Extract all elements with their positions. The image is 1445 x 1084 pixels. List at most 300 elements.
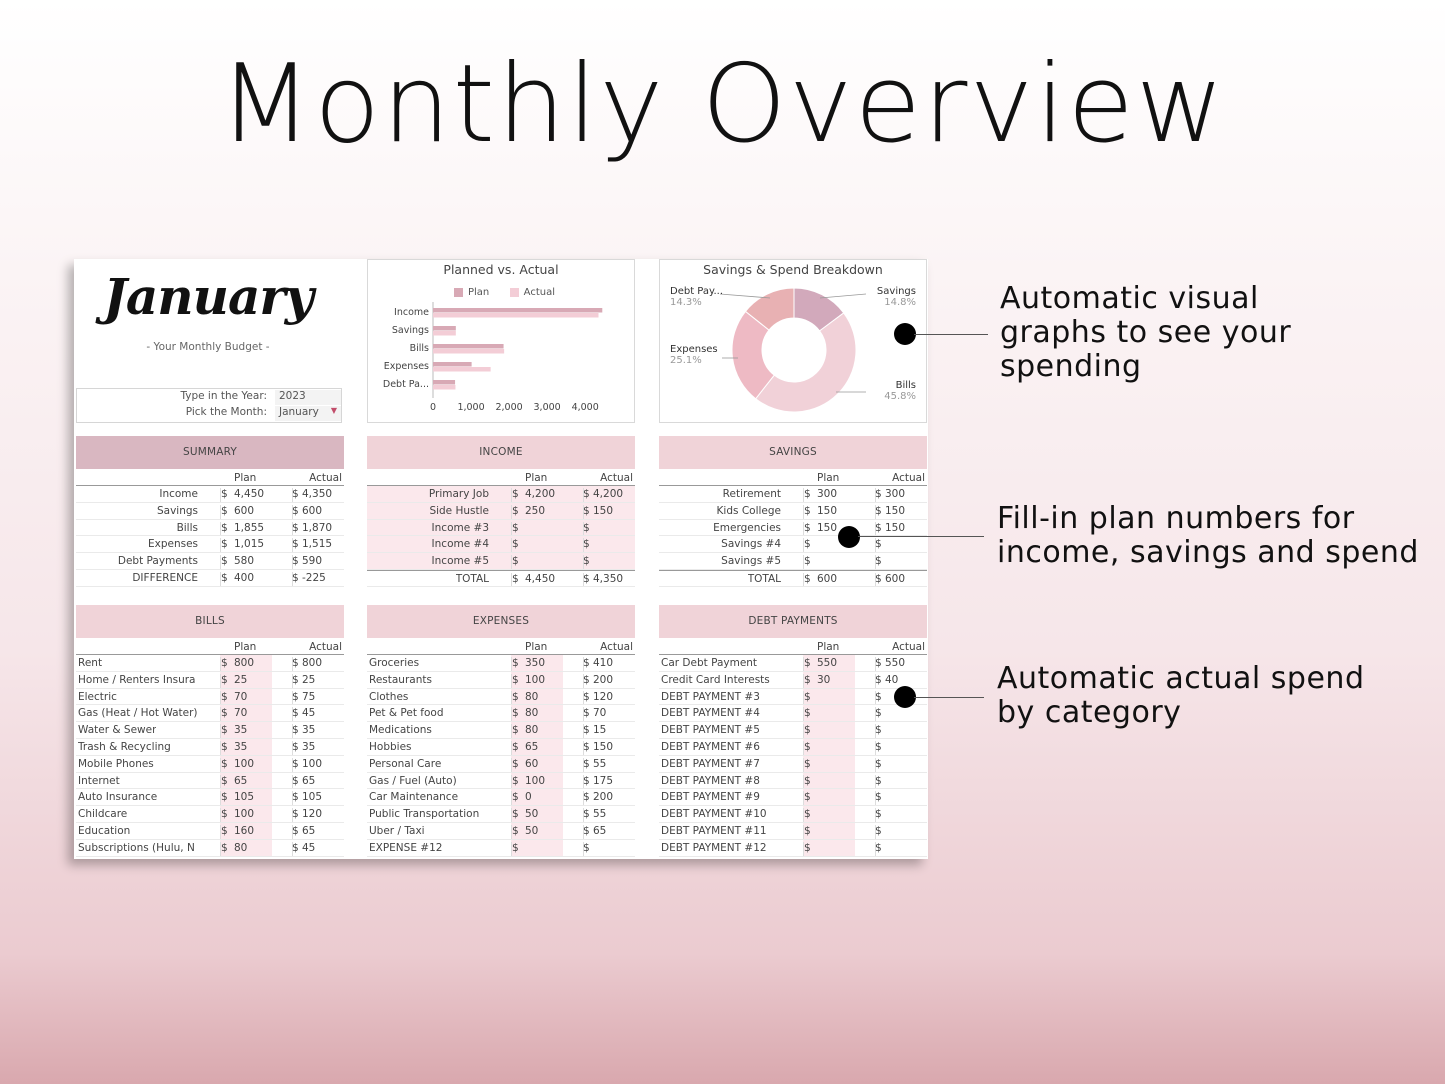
- actual-bar: [433, 367, 491, 372]
- bar-x-tick-label: 3,000: [533, 402, 561, 413]
- plan-input-cell[interactable]: [803, 823, 855, 839]
- plan-bar: [433, 380, 455, 385]
- summary-row: [76, 486, 344, 503]
- debt-header: DEBT PAYMENTS: [659, 605, 927, 638]
- summary-row: [76, 553, 344, 570]
- savings-row: [659, 503, 927, 520]
- plan-currency: $: [804, 791, 811, 804]
- bills-row: [76, 705, 344, 722]
- plan-input-cell[interactable]: [803, 739, 855, 755]
- plan-value[interactable]: 50: [525, 824, 539, 837]
- actual-currency: $: [292, 724, 299, 737]
- plan-input-cell[interactable]: [803, 789, 855, 805]
- actual-currency: $: [292, 538, 299, 551]
- plan-input-cell[interactable]: [511, 789, 563, 805]
- month-select[interactable]: [275, 406, 341, 421]
- actual-currency: $: [583, 572, 590, 585]
- actual-currency: $: [875, 841, 882, 854]
- plan-value[interactable]: 65: [234, 774, 248, 787]
- expenses-row: [367, 655, 635, 672]
- bills-row: [76, 823, 344, 840]
- summary-table: [76, 436, 344, 587]
- income-header: INCOME: [367, 436, 635, 469]
- actual-value: 600: [302, 504, 323, 517]
- row-label: DEBT PAYMENT #3: [661, 690, 760, 703]
- actual-column-label: Actual: [892, 472, 925, 484]
- donut-label-bills-pct: 45.8%: [884, 391, 916, 402]
- debt-row: [659, 756, 927, 773]
- donut-label-savings-pct: 14.8%: [884, 297, 916, 308]
- actual-value: 35: [302, 724, 316, 737]
- row-label: Kids College: [716, 504, 781, 517]
- plan-bar: [433, 344, 504, 349]
- plan-currency: $: [221, 673, 228, 686]
- actual-bar: [433, 331, 456, 336]
- plan-currency: $: [804, 841, 811, 854]
- actual-value: 1,870: [302, 521, 333, 534]
- summary-row: [76, 570, 344, 587]
- bills-row: [76, 655, 344, 672]
- actual-value: 75: [302, 690, 316, 703]
- plan-currency: $: [512, 555, 519, 568]
- row-label: Hobbies: [369, 740, 412, 753]
- actual-value: 200: [593, 791, 614, 804]
- actual-currency: $: [875, 824, 882, 837]
- row-label: EXPENSE #12: [369, 841, 443, 854]
- actual-currency: $: [292, 690, 299, 703]
- row-label: TOTAL: [747, 572, 781, 585]
- actual-currency: $: [583, 504, 590, 517]
- row-label: Car Maintenance: [369, 791, 459, 804]
- row-label: Income: [159, 488, 198, 500]
- actual-currency: $: [292, 504, 299, 517]
- plan-value[interactable]: 80: [525, 690, 539, 703]
- income-column-header: [367, 470, 635, 486]
- bar-x-tick-label: 4,000: [571, 402, 599, 413]
- row-label: Retirement: [722, 488, 781, 500]
- plan-currency: $: [804, 504, 811, 517]
- plan-input-cell[interactable]: [511, 840, 563, 856]
- row-label: Trash & Recycling: [78, 740, 171, 753]
- plan-value[interactable]: 100: [525, 673, 546, 686]
- donut-chart-title: Savings & Spend Breakdown: [703, 262, 883, 277]
- plan-currency: $: [804, 690, 811, 703]
- plan-currency: $: [221, 774, 228, 787]
- donut-label-savings: [877, 286, 916, 308]
- actual-value: 150: [885, 504, 906, 517]
- actual-currency: $: [292, 791, 299, 804]
- row-label: Primary Job: [428, 488, 489, 500]
- plan-currency: $: [512, 690, 519, 703]
- row-label: DIFFERENCE: [132, 571, 198, 584]
- actual-legend-label: Actual: [523, 287, 555, 298]
- plan-currency: $: [512, 707, 519, 720]
- summary-row: [76, 503, 344, 520]
- actual-currency: $: [875, 555, 882, 568]
- actual-currency: $: [292, 774, 299, 787]
- actual-currency: $: [583, 521, 590, 534]
- actual-value: 55: [593, 808, 607, 821]
- plan-column-label: Plan: [525, 472, 548, 484]
- actual-currency: $: [875, 488, 882, 500]
- expenses-row: [367, 806, 635, 823]
- plan-currency: $: [512, 724, 519, 737]
- row-label: Income #5: [431, 555, 489, 568]
- plan-value: 400: [234, 571, 255, 584]
- plan-currency: $: [221, 571, 228, 584]
- plan-input-cell[interactable]: [803, 773, 855, 789]
- plan-currency: $: [512, 673, 519, 686]
- bar-category-label: Bills: [409, 343, 429, 354]
- income-row: [367, 503, 635, 520]
- savings-header: SAVINGS: [659, 436, 927, 469]
- actual-currency: $: [583, 774, 590, 787]
- plan-currency: $: [221, 824, 228, 837]
- actual-value: 410: [593, 657, 614, 669]
- budget-spreadsheet: [74, 259, 928, 859]
- plan-currency: $: [221, 521, 228, 534]
- plan-value[interactable]: 100: [234, 808, 255, 821]
- row-label: Electric: [78, 690, 117, 703]
- expenses-header: EXPENSES: [367, 605, 635, 638]
- callout-fill-in-plan: [997, 502, 1419, 570]
- actual-bar: [433, 349, 504, 354]
- bills-column-header: [76, 639, 344, 655]
- actual-currency: $: [292, 824, 299, 837]
- expenses-row: [367, 789, 635, 806]
- callout-2-line2: income, savings and spend: [997, 535, 1419, 570]
- row-label: Mobile Phones: [78, 757, 154, 770]
- plan-bar: [433, 362, 472, 367]
- plan-value: 580: [234, 555, 255, 568]
- bar-chart-title: Planned vs. Actual: [443, 262, 559, 277]
- row-label: Expenses: [147, 538, 198, 551]
- debt-row: [659, 806, 927, 823]
- savings-column-header: [659, 470, 927, 486]
- row-label: DEBT PAYMENT #5: [661, 724, 760, 737]
- year-input[interactable]: 2023: [275, 390, 341, 405]
- row-label: Auto Insurance: [78, 791, 158, 804]
- actual-value: 300: [885, 488, 906, 500]
- plan-currency: $: [804, 774, 811, 787]
- row-label: Income #4: [431, 538, 489, 551]
- actual-value: 150: [885, 521, 906, 534]
- actual-currency: $: [292, 707, 299, 720]
- summary-row: [76, 520, 344, 537]
- plan-value[interactable]: 0: [525, 791, 532, 804]
- savings-row: [659, 536, 927, 553]
- actual-value: 40: [885, 673, 899, 686]
- plan-column-label: Plan: [817, 641, 840, 653]
- actual-value: 55: [593, 757, 607, 770]
- actual-value: 4,200: [593, 488, 624, 500]
- callout-1-line: [914, 334, 988, 335]
- actual-currency: $: [583, 673, 590, 686]
- dropdown-caret-icon[interactable]: ▼: [330, 406, 337, 415]
- income-row: [367, 486, 635, 503]
- plan-value[interactable]: 550: [817, 657, 838, 669]
- bar-x-tick-label: 1,000: [457, 402, 485, 413]
- row-label: Income #3: [431, 521, 489, 534]
- plan-currency: $: [221, 690, 228, 703]
- savings-spend-breakdown-chart: [659, 259, 927, 423]
- plan-currency: $: [804, 824, 811, 837]
- expenses-row: [367, 705, 635, 722]
- donut-label-bills-name: Bills: [895, 380, 916, 391]
- plan-currency: $: [512, 824, 519, 837]
- bills-row: [76, 756, 344, 773]
- plan-input-cell[interactable]: [803, 756, 855, 772]
- callout-1-line1: Automatic visual: [1000, 281, 1259, 316]
- row-label: DEBT PAYMENT #9: [661, 791, 760, 804]
- row-label: Clothes: [369, 690, 409, 703]
- plan-currency: $: [804, 657, 811, 669]
- plan-value[interactable]: 70: [234, 707, 248, 720]
- plan-currency: $: [512, 791, 519, 804]
- bills-row: [76, 806, 344, 823]
- income-row: [367, 536, 635, 553]
- actual-value: 105: [302, 791, 323, 804]
- plan-currency: $: [804, 707, 811, 720]
- row-label: Car Debt Payment: [661, 657, 758, 669]
- row-label: Water & Sewer: [78, 724, 157, 737]
- savings-row: [659, 570, 927, 587]
- actual-column-label: Actual: [600, 641, 633, 653]
- actual-legend-swatch: [510, 288, 519, 297]
- plan-value[interactable]: 105: [234, 791, 255, 804]
- budget-subtitle: - Your Monthly Budget -: [146, 341, 270, 353]
- row-label: DEBT PAYMENT #11: [661, 824, 767, 837]
- row-label: Rent: [78, 657, 103, 669]
- actual-currency: $: [583, 841, 590, 854]
- bar-category-label: Expenses: [383, 361, 429, 372]
- plan-value[interactable]: 25: [234, 673, 248, 686]
- debt-row: [659, 689, 927, 706]
- actual-value: 550: [885, 657, 906, 669]
- callout-1-line2: graphs to see your: [1000, 315, 1292, 350]
- debt-row: [659, 672, 927, 689]
- row-label: Groceries: [369, 657, 420, 669]
- plan-currency: $: [512, 488, 519, 500]
- bills-row: [76, 773, 344, 790]
- actual-value: 100: [302, 757, 323, 770]
- row-label: Uber / Taxi: [369, 824, 425, 837]
- row-label: DEBT PAYMENT #12: [661, 841, 767, 854]
- plan-value[interactable]: 80: [525, 707, 539, 720]
- actual-currency: $: [292, 657, 299, 669]
- debt-row: [659, 722, 927, 739]
- actual-value: 800: [302, 657, 323, 669]
- plan-input-cell[interactable]: [803, 722, 855, 738]
- callout-automatic-actual: [997, 662, 1364, 730]
- donut-label-debt: [670, 286, 723, 308]
- plan-currency: $: [221, 791, 228, 804]
- plan-value[interactable]: 60: [525, 757, 539, 770]
- bar-category-label: Savings: [391, 325, 429, 336]
- plan-currency: $: [512, 774, 519, 787]
- plan-currency: $: [804, 572, 811, 585]
- actual-value: 65: [302, 774, 316, 787]
- actual-currency: $: [875, 791, 882, 804]
- expenses-row: [367, 689, 635, 706]
- plan-currency: $: [221, 555, 228, 568]
- plan-value[interactable]: 30: [817, 673, 831, 686]
- callout-visual-graphs: [1000, 282, 1291, 384]
- actual-currency: $: [292, 808, 299, 821]
- plan-currency: $: [804, 521, 811, 534]
- plan-currency: $: [221, 504, 228, 517]
- row-label: Credit Card Interests: [661, 673, 770, 686]
- expenses-row: [367, 823, 635, 840]
- actual-currency: $: [875, 690, 882, 703]
- donut-label-debt-name: Debt Pay...: [670, 286, 724, 297]
- plan-currency: $: [221, 757, 228, 770]
- row-label: TOTAL: [455, 572, 489, 585]
- debt-row: [659, 773, 927, 790]
- row-label: Education: [78, 824, 131, 837]
- plan-value[interactable]: 65: [525, 740, 539, 753]
- actual-currency: $: [292, 488, 299, 500]
- actual-value: 120: [593, 690, 614, 703]
- actual-value: 1,515: [302, 538, 333, 551]
- plan-currency: $: [804, 724, 811, 737]
- actual-currency: $: [875, 521, 882, 534]
- plan-value: 1,855: [234, 521, 265, 534]
- plan-currency: $: [512, 657, 519, 669]
- actual-value: 45: [302, 707, 316, 720]
- summary-column-header: [76, 470, 344, 486]
- actual-value: 590: [302, 555, 323, 568]
- savings-row: [659, 553, 927, 570]
- actual-currency: $: [583, 740, 590, 753]
- plan-currency: $: [804, 673, 811, 686]
- actual-currency: $: [583, 724, 590, 737]
- actual-value: 200: [593, 673, 614, 686]
- row-label: Savings: [156, 504, 198, 517]
- plan-input-cell[interactable]: [803, 806, 855, 822]
- bar-category-label: Debt Pa...: [382, 379, 429, 390]
- actual-currency: $: [875, 673, 882, 686]
- plan-value[interactable]: 800: [234, 657, 255, 669]
- actual-value: 175: [593, 774, 614, 787]
- callout-3-line2: by category: [997, 695, 1182, 730]
- plan-value[interactable]: 350: [525, 657, 546, 669]
- expenses-row: [367, 722, 635, 739]
- actual-currency: $: [583, 555, 590, 568]
- callout-3-dot: [894, 686, 916, 708]
- bar-x-tick-label: 0: [429, 402, 437, 413]
- row-label: Internet: [78, 774, 120, 787]
- plan-input-cell[interactable]: [803, 689, 855, 705]
- actual-currency: $: [292, 571, 299, 584]
- callout-2-line1: Fill-in plan numbers for: [997, 501, 1355, 536]
- plan-currency: $: [512, 572, 519, 585]
- actual-value: 35: [302, 740, 316, 753]
- actual-value: 150: [593, 740, 614, 753]
- row-label: Restaurants: [369, 673, 432, 686]
- actual-currency: $: [875, 740, 882, 753]
- plan-bar: [433, 326, 456, 331]
- bills-row: [76, 840, 344, 857]
- bar-chart-plot: [368, 300, 634, 422]
- year-label: Type in the Year:: [180, 390, 267, 402]
- donut-label-expenses-pct: 25.1%: [670, 355, 702, 366]
- row-label: Savings #5: [721, 555, 781, 568]
- actual-currency: $: [875, 707, 882, 720]
- summary-row: [76, 536, 344, 553]
- actual-currency: $: [875, 724, 882, 737]
- actual-currency: $: [292, 673, 299, 686]
- actual-value: 150: [593, 504, 614, 517]
- plan-value[interactable]: 70: [234, 690, 248, 703]
- plan-value[interactable]: 160: [234, 824, 255, 837]
- plan-currency: $: [221, 707, 228, 720]
- actual-currency: $: [875, 808, 882, 821]
- plan-value: 600: [234, 504, 255, 517]
- plan-currency: $: [804, 757, 811, 770]
- bar-chart-legend: [454, 287, 555, 298]
- plan-currency: $: [512, 841, 519, 854]
- bills-header: BILLS: [76, 605, 344, 638]
- actual-currency: $: [875, 657, 882, 669]
- plan-input-cell[interactable]: [803, 705, 855, 721]
- callout-3-line: [914, 697, 984, 698]
- income-row: [367, 570, 635, 587]
- bar-x-tick-label: 2,000: [495, 402, 523, 413]
- actual-column-label: Actual: [309, 641, 342, 653]
- plan-currency: $: [512, 740, 519, 753]
- row-label: DEBT PAYMENT #7: [661, 757, 760, 770]
- year-month-picker: [76, 388, 342, 423]
- donut-label-debt-pct: 14.3%: [670, 297, 702, 308]
- plan-value[interactable]: 80: [525, 724, 539, 737]
- bills-row: [76, 739, 344, 756]
- actual-currency: $: [583, 791, 590, 804]
- actual-currency: $: [875, 504, 882, 517]
- month-select-value: January: [279, 406, 319, 418]
- actual-bar: [433, 313, 598, 318]
- actual-currency: $: [583, 808, 590, 821]
- plan-currency: $: [512, 504, 519, 517]
- plan-currency: $: [221, 808, 228, 821]
- plan-value[interactable]: 50: [525, 808, 539, 821]
- plan-currency: $: [221, 488, 228, 500]
- expenses-row: [367, 773, 635, 790]
- plan-column-label: Plan: [817, 472, 840, 484]
- plan-value: 4,450: [234, 488, 265, 500]
- plan-value[interactable]: 100: [525, 774, 546, 787]
- row-label: Bills: [176, 521, 198, 534]
- actual-currency: $: [583, 824, 590, 837]
- plan-value[interactable]: 80: [234, 841, 248, 854]
- plan-currency: $: [512, 808, 519, 821]
- donut-label-savings-name: Savings: [876, 286, 916, 297]
- actual-currency: $: [583, 690, 590, 703]
- actual-column-label: Actual: [600, 472, 633, 484]
- actual-currency: $: [292, 757, 299, 770]
- plan-value[interactable]: 35: [234, 724, 248, 737]
- plan-value[interactable]: 35: [234, 740, 248, 753]
- actual-value: 4,350: [593, 572, 624, 585]
- actual-value: 4,350: [302, 488, 333, 500]
- callout-1-dot: [894, 323, 916, 345]
- actual-value: 70: [593, 707, 607, 720]
- plan-input-cell[interactable]: [803, 840, 855, 856]
- callout-3-line1: Automatic actual spend: [997, 661, 1365, 696]
- plan-value[interactable]: 100: [234, 757, 255, 770]
- row-label: DEBT PAYMENT #4: [661, 707, 760, 720]
- plan-currency: $: [512, 521, 519, 534]
